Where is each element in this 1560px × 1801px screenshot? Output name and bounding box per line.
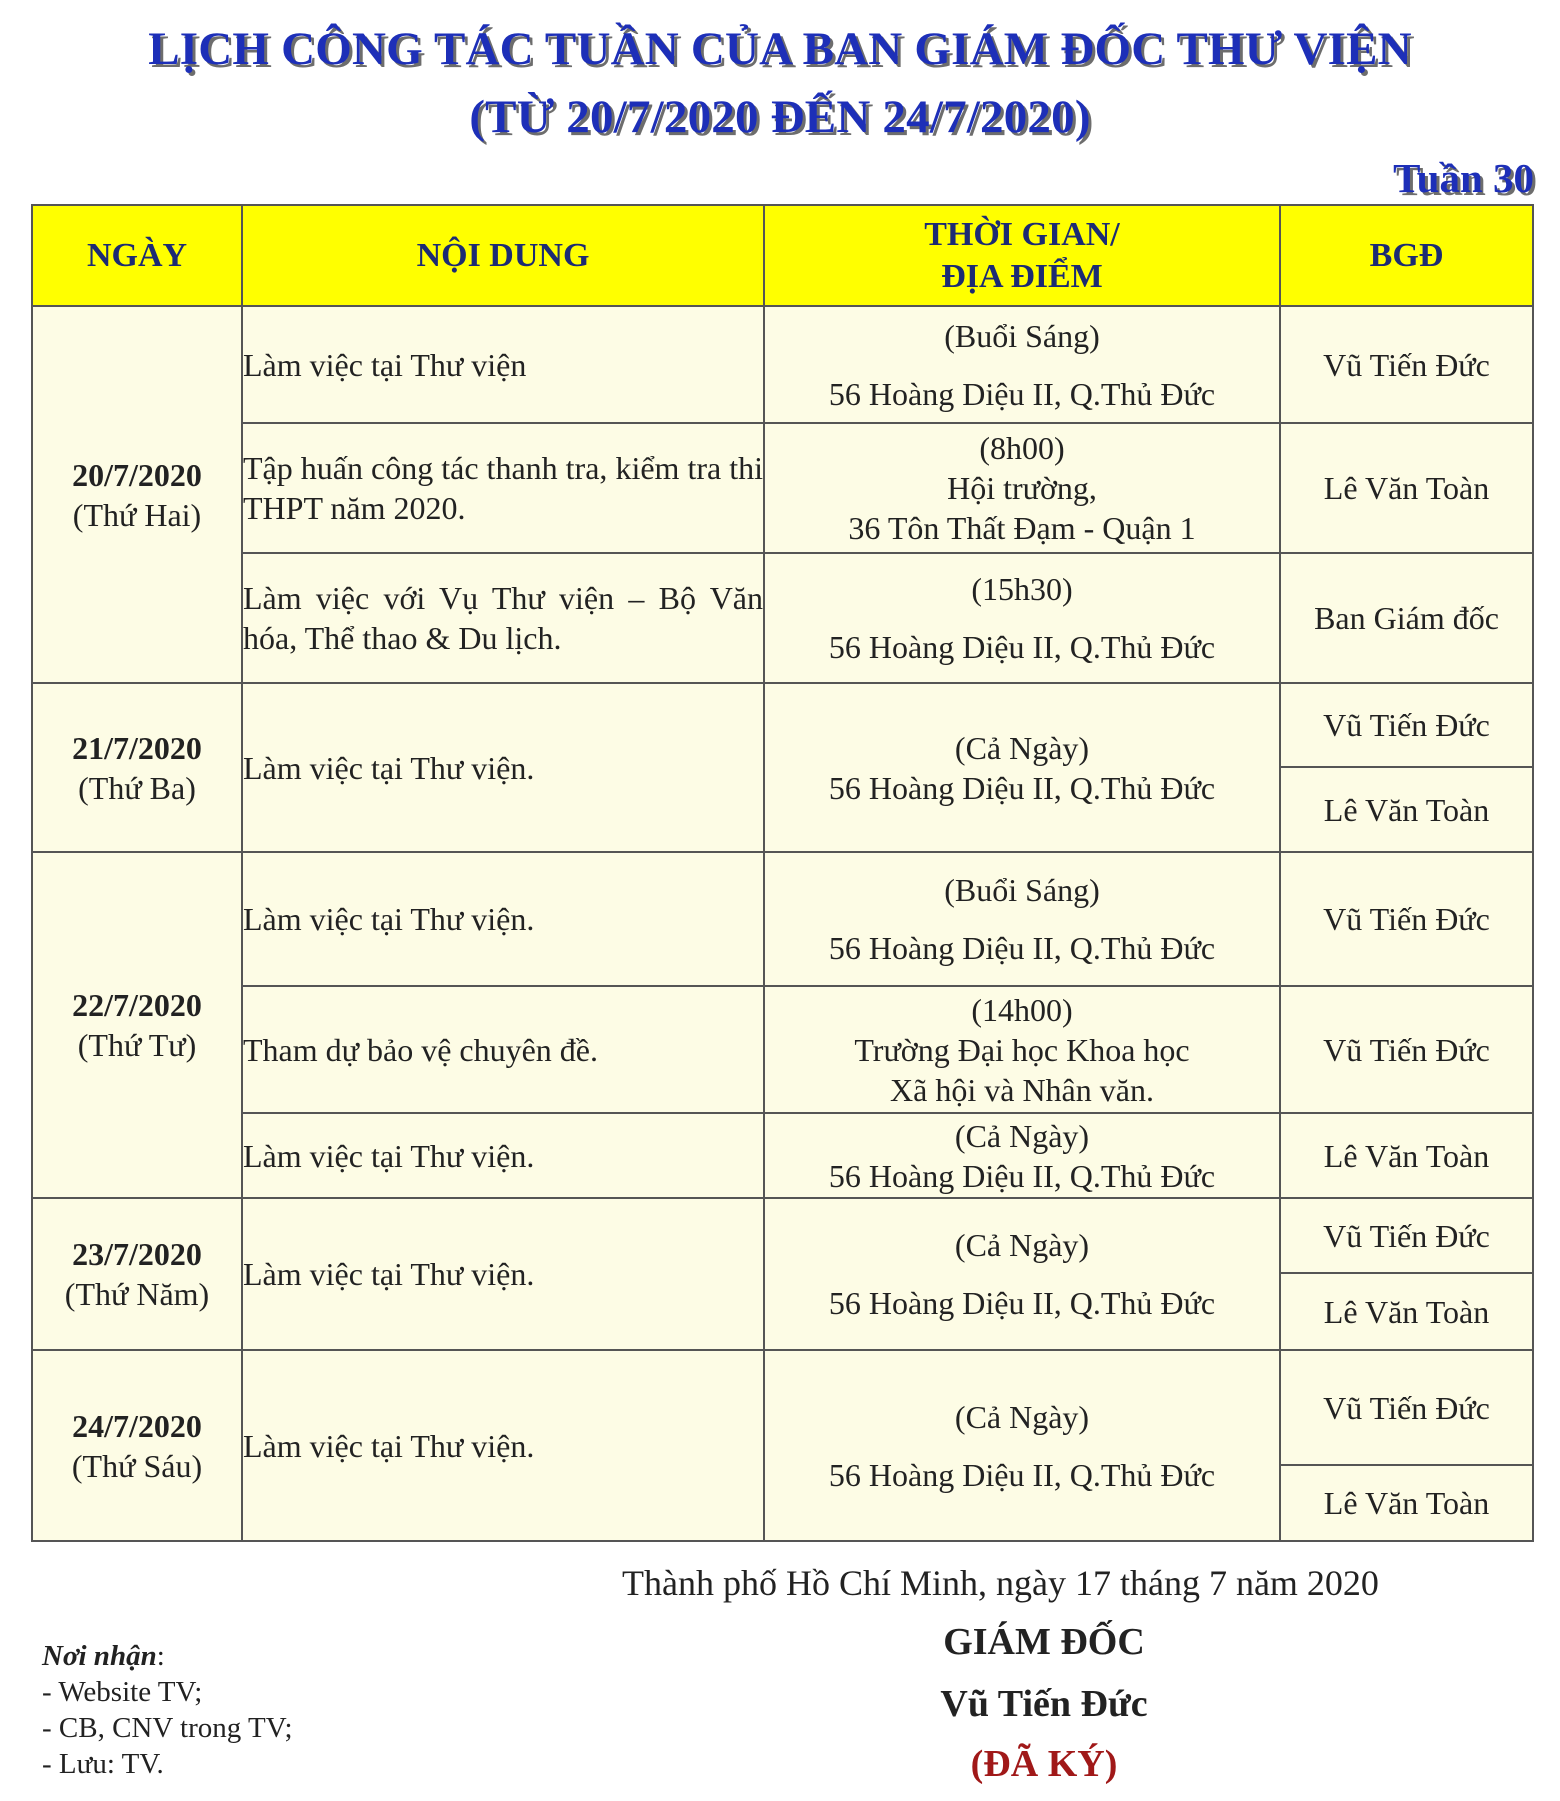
content-cell: Làm việc tại Thư viện xyxy=(242,306,764,423)
time-text: (14h00) xyxy=(971,991,1073,1028)
content-cell: Làm việc tại Thư viện. xyxy=(242,1198,764,1350)
place-text: Xã hội và Nhân văn. xyxy=(890,1071,1154,1108)
place-and-date: Thành phố Hồ Chí Minh, ngày 17 tháng 7 năm 2020 xyxy=(622,1563,1379,1603)
time-place-cell xyxy=(764,423,1280,553)
signer-name: Vũ Tiến Đức xyxy=(940,1683,1148,1725)
time-text: (Cả Ngày) xyxy=(954,1227,1090,1263)
content-cell: Tập huấn công tác thanh tra, kiểm tra thi THPT năm 2020. xyxy=(242,423,764,553)
recipient-item: - Lưu: TV. xyxy=(42,1748,164,1780)
person-cell: Vũ Tiến Đức xyxy=(1280,852,1533,986)
time-place-cell xyxy=(764,683,1280,852)
day-cell xyxy=(32,1350,242,1541)
content-cell: Tham dự bảo vệ chuyên đề. xyxy=(242,986,764,1113)
time-place-cell xyxy=(764,852,1280,986)
recipients-heading: Nơi nhận xyxy=(42,1640,157,1672)
person-cell: Lê Văn Toàn xyxy=(1280,423,1533,553)
time-text: (Buổi Sáng) xyxy=(944,317,1100,354)
person-cell: Vũ Tiến Đức xyxy=(1280,683,1533,767)
person-cell: Vũ Tiến Đức xyxy=(1280,1198,1533,1273)
day-weekday: (Thứ Ba) xyxy=(78,769,196,806)
day-date: 22/7/2020 xyxy=(72,987,202,1023)
column-header-content: NỘI DUNG xyxy=(242,205,764,306)
day-date: 24/7/2020 xyxy=(72,1407,202,1444)
person-cell: Lê Văn Toàn xyxy=(1280,1465,1533,1541)
content-cell: Làm việc tại Thư viện. xyxy=(242,683,764,852)
column-header-time-place xyxy=(764,205,1280,306)
time-place-cell xyxy=(764,986,1280,1113)
time-text: (8h00) xyxy=(979,430,1065,466)
table-row xyxy=(32,306,1533,423)
place-text: 36 Tôn Thất Đạm - Quận 1 xyxy=(848,510,1196,546)
recipients-heading-line: Nơi nhận: xyxy=(42,1640,165,1672)
person-cell: Lê Văn Toàn xyxy=(1280,1113,1533,1198)
table-row xyxy=(32,1113,1533,1198)
table-row xyxy=(32,683,1533,767)
content-cell: Làm việc tại Thư viện. xyxy=(242,1350,764,1541)
day-cell xyxy=(32,306,242,683)
content-cell: Làm việc với Vụ Thư viện – Bộ Văn hóa, Thể thao & Du lịch. xyxy=(242,553,764,683)
time-text: (Buổi Sáng) xyxy=(944,872,1100,908)
place-text: Hội trường, xyxy=(947,470,1097,506)
document-title: LỊCH CÔNG TÁC TUẦN CỦA BAN GIÁM ĐỐC THƯ VIỆN xyxy=(148,23,1412,75)
place-text: 56 Hoàng Diệu II, Q.Thủ Đức xyxy=(828,1157,1216,1194)
place-text: 56 Hoàng Diệu II, Q.Thủ Đức xyxy=(828,930,1216,966)
person-cell: Vũ Tiến Đức xyxy=(1280,1350,1533,1465)
place-text: 56 Hoàng Diệu II, Q.Thủ Đức xyxy=(828,1456,1216,1493)
recipients-block xyxy=(42,1638,293,1782)
content-cell: Làm việc tại Thư viện. xyxy=(242,1113,764,1198)
table-row xyxy=(32,852,1533,986)
place-text: 56 Hoàng Diệu II, Q.Thủ Đức xyxy=(828,375,1216,412)
recipient-item: - CB, CNV trong TV; xyxy=(42,1712,293,1744)
day-weekday: (Thứ Năm) xyxy=(64,1276,210,1312)
day-weekday: (Thứ Sáu) xyxy=(71,1447,203,1484)
person-cell: Lê Văn Toàn xyxy=(1280,1273,1533,1350)
signature-status: (ĐÃ KÝ) xyxy=(970,1743,1118,1785)
content-cell: Làm việc tại Thư viện. xyxy=(242,852,764,986)
table-row xyxy=(32,1350,1533,1465)
day-date: 20/7/2020 xyxy=(72,456,202,493)
column-header-date: NGÀY xyxy=(32,205,242,306)
table-row xyxy=(32,1198,1533,1273)
time-place-cell xyxy=(764,306,1280,423)
day-cell xyxy=(32,1198,242,1350)
time-text: (15h30) xyxy=(971,571,1073,607)
day-date: 21/7/2020 xyxy=(72,729,202,766)
person-cell: Lê Văn Toàn xyxy=(1280,767,1533,852)
person-cell: Vũ Tiến Đức xyxy=(1280,306,1533,423)
place-text: 56 Hoàng Diệu II, Q.Thủ Đức xyxy=(828,769,1216,806)
place-text: Trường Đại học Khoa học xyxy=(854,1031,1190,1068)
time-text: (Cả Ngày) xyxy=(954,1398,1090,1435)
document-date-range: (TỪ 20/7/2020 ĐẾN 24/7/2020) xyxy=(469,91,1091,143)
column-header-place: ĐỊA ĐIỂM xyxy=(941,257,1103,295)
person-cell: Ban Giám đốc xyxy=(1280,553,1533,683)
day-date: 23/7/2020 xyxy=(72,1236,202,1272)
table-header-row xyxy=(32,205,1533,306)
table-row xyxy=(32,986,1533,1113)
day-cell xyxy=(32,683,242,852)
week-label: Tuần 30 xyxy=(1393,155,1534,201)
time-text: (Cả Ngày) xyxy=(954,729,1090,766)
time-text: (Cả Ngày) xyxy=(954,1117,1090,1154)
signer-position: GIÁM ĐỐC xyxy=(943,1621,1145,1663)
day-cell xyxy=(32,852,242,1198)
day-weekday: (Thứ Tư) xyxy=(77,1027,197,1063)
time-place-cell xyxy=(764,1113,1280,1198)
column-header-board: BGĐ xyxy=(1280,205,1533,306)
time-place-cell xyxy=(764,1198,1280,1350)
time-place-cell xyxy=(764,553,1280,683)
table-row xyxy=(32,553,1533,683)
person-cell: Vũ Tiến Đức xyxy=(1280,986,1533,1113)
day-weekday: (Thứ Hai) xyxy=(72,496,202,533)
place-text: 56 Hoàng Diệu II, Q.Thủ Đức xyxy=(828,629,1216,665)
schedule-table xyxy=(31,204,1534,1542)
time-place-cell xyxy=(764,1350,1280,1541)
column-header-time: THỜI GIAN/ xyxy=(924,215,1120,253)
place-text: 56 Hoàng Diệu II, Q.Thủ Đức xyxy=(828,1285,1216,1321)
recipient-item: - Website TV; xyxy=(42,1676,203,1708)
table-row xyxy=(32,423,1533,553)
